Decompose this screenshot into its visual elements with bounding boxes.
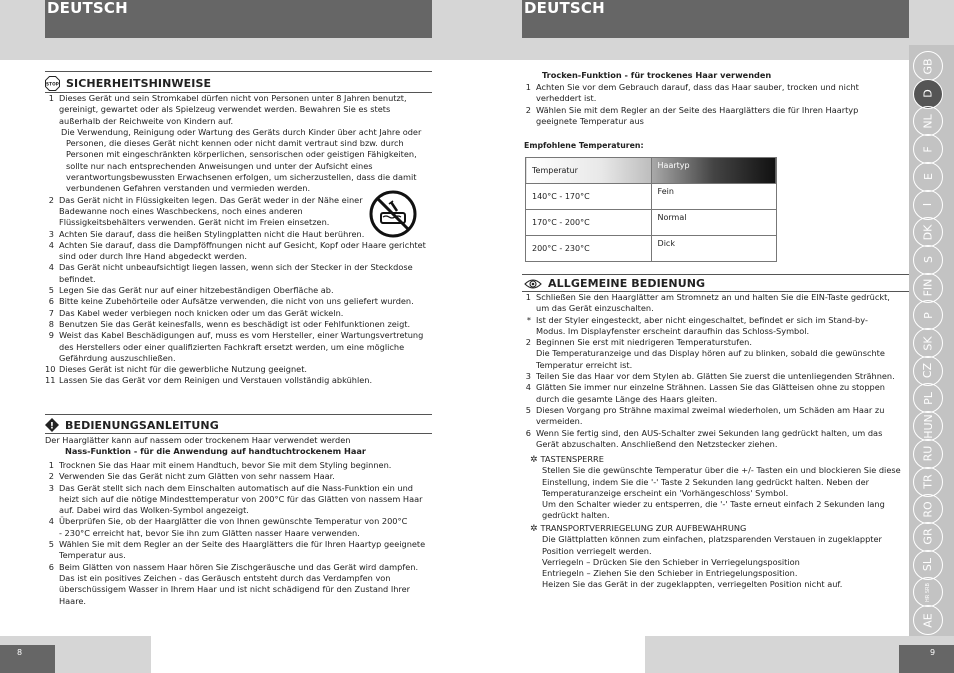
list-item-text: [536, 337, 902, 371]
list-item-number: 6: [48, 296, 54, 307]
list-item-number: *: [526, 314, 531, 325]
language-tab-hr-srb[interactable]: [913, 577, 943, 607]
list-item-text: [59, 296, 437, 307]
text-line: durch die gesamte Länge des Haars gleiten.: [536, 393, 718, 404]
gear-icon: ✲: [530, 523, 538, 534]
text-line: Diesen Vorgang pro Strähne maximal zweimal wiederholen, um Schäden am Haar zu: [536, 404, 885, 415]
language-tab-label: SK: [921, 335, 935, 351]
lock-title: TASTENSPERRE: [540, 454, 604, 464]
text-line: Ist der Styler eingesteckt, aber nicht eingeschaltet, befindet er sich im Stand-by-: [536, 314, 868, 325]
lock-text: [530, 465, 902, 521]
text-line: Gerät abzuschalten. Anschließend den Netzstecker ziehen.: [536, 438, 778, 449]
general-title: ALLGEMEINE BEDIENUNG: [548, 277, 706, 290]
language-tab-p[interactable]: [913, 300, 943, 330]
language-tab-sk[interactable]: [913, 328, 943, 358]
text-line: Benutzen Sie das Gerät keinesfalls, wenn es beschädigt ist oder Fehlfunktionen zeigt.: [59, 318, 411, 329]
list-item: [45, 296, 437, 307]
language-tab-f[interactable]: [913, 134, 943, 164]
temp-header-temperatur: Temperatur: [526, 158, 652, 184]
language-tab-ru[interactable]: [913, 439, 943, 469]
text-line: Dieses Gerät ist nicht für die gewerbliche Nutzung geeignet.: [59, 364, 308, 375]
list-item-number: 4: [525, 382, 531, 393]
list-item: [45, 262, 437, 285]
usage-intro: Der Haarglätter kann auf nassem oder trockenem Haar verwendet werden: [45, 435, 351, 445]
text-line: Wählen Sie mit dem Regler an der Seite des Haarglätters die für Ihren Haartyp: [536, 104, 859, 115]
list-item-number: 5: [48, 285, 54, 296]
language-tab-label: CZ: [921, 363, 935, 379]
language-tab-ae[interactable]: [913, 605, 943, 635]
gear-icon: ✲: [530, 454, 538, 465]
language-tab-e[interactable]: [913, 162, 943, 192]
right-page-number-box: [899, 645, 954, 673]
transport-section: [530, 523, 902, 591]
text-line: Die Verwendung, Reinigung oder Wartung des Geräts durch Kinder über acht Jahre oder: [61, 126, 422, 137]
safety-rule-top: [45, 71, 432, 72]
list-item-text: [59, 240, 437, 263]
safety-list: [45, 93, 437, 387]
language-tab-i[interactable]: [913, 190, 943, 220]
list-item: [45, 330, 437, 364]
language-tabs: [909, 45, 954, 636]
list-item-number: 5: [525, 404, 531, 415]
list-item: [45, 93, 437, 127]
text-line: Flüssigkeitsbehälters verwenden. Gerät nicht im Freien einsetzen.: [59, 217, 330, 228]
list-item-text: [536, 82, 902, 105]
list-item-number: [45, 127, 61, 195]
usage-rule-top: [45, 414, 432, 415]
hair-type: Dick: [651, 236, 776, 262]
list-item: [45, 127, 437, 195]
right-header-title: DEUTSCH: [522, 0, 909, 38]
text-line: Einstellung, indem Sie die '-' Taste 2 Sekunden lang gedrückt halten. Neben der: [542, 476, 869, 487]
text-line: befindet.: [59, 273, 96, 284]
text-line: Lassen Sie das Gerät vor dem Reinigen und Verstauen vollständig abkühlen.: [59, 375, 373, 386]
safety-title: SICHERHEITSHINWEISE: [66, 77, 212, 90]
text-line: Das Gerät stellt sich nach dem Einschalten automatisch auf die Nass-Funktion ein und: [59, 482, 413, 493]
stop-icon-label: STOP: [46, 81, 59, 87]
language-tab-label: I: [921, 202, 935, 207]
list-item: [45, 319, 437, 330]
list-item-text: [59, 375, 437, 386]
temperature-table: [525, 157, 777, 262]
list-item-number: 2: [525, 104, 531, 115]
list-item-text: [536, 382, 902, 405]
text-line: Verriegeln – Drücken Sie den Schieber in Verriegelungsposition: [542, 556, 800, 567]
left-page-number-box: [0, 645, 55, 673]
transport-text: [530, 534, 902, 590]
temperature-table-header: [526, 158, 777, 184]
language-tab-label: HR SRB: [924, 582, 931, 602]
list-item-text: [59, 93, 437, 127]
list-item-text: [59, 308, 437, 319]
text-line: Achten Sie vor dem Gebrauch darauf, dass das Haar sauber, trocken und nicht: [536, 82, 859, 92]
list-item: [522, 82, 902, 105]
list-item: [45, 516, 437, 539]
list-item: [522, 337, 902, 371]
language-tab-pl[interactable]: [913, 383, 943, 413]
language-tab-label: RO: [921, 501, 935, 518]
list-item-text: [59, 483, 437, 517]
list-item-text: [59, 330, 437, 364]
language-tab-label: E: [921, 173, 935, 181]
text-line: Temperatur erreicht ist.: [536, 359, 633, 370]
language-tab-label: D: [921, 89, 935, 98]
no-water-icon: [369, 190, 417, 238]
list-item-number: 8: [48, 318, 54, 329]
text-line: Das Gerät nicht in Flüssigkeiten legen. Das Gerät weder in der Nähe einer: [59, 194, 363, 205]
text-line: Temperatur aus.: [59, 550, 126, 561]
usage-list: [45, 460, 437, 607]
text-line: heizt sich auf die nötige Mindesttemperatur von 200°C für das Glätten von nassem Haar: [59, 493, 423, 504]
language-tab-dk[interactable]: [913, 217, 943, 247]
dry-list: [522, 82, 902, 127]
list-item-number: 4: [48, 239, 54, 250]
list-item-number: 7: [48, 307, 54, 318]
table-row: [526, 236, 777, 262]
list-item-text: [59, 516, 437, 539]
list-item-number: 6: [48, 561, 54, 572]
safety-heading: [45, 76, 432, 91]
language-tab-d[interactable]: [913, 79, 943, 109]
list-item-text: [536, 292, 902, 315]
language-tab-ro[interactable]: [913, 494, 943, 524]
text-line: Entriegeln – Ziehen Sie den Schieber in Entriegelungsposition.: [542, 568, 798, 579]
warning-icon: [45, 418, 59, 432]
text-line: geeignete Temperatur aus: [536, 115, 644, 126]
general-list: [522, 292, 902, 450]
language-tab-label: TR: [921, 474, 935, 489]
text-line: Heizen Sie das Gerät in der zugeklappten, verriegelten Position nicht auf.: [542, 579, 843, 590]
text-line: Das Gerät nicht unbeaufsichtigt liegen lassen, wenn sich der Stecker in der Steckdose: [59, 262, 413, 273]
list-item-number: 1: [48, 93, 54, 103]
list-item: [45, 308, 437, 319]
list-item-number: 3: [525, 371, 531, 382]
temp-range: 140°C - 170°C: [526, 184, 652, 210]
language-tab-label: GB: [921, 57, 935, 75]
temp-header-haartyp: Haartyp: [651, 158, 776, 184]
list-item-number: 3: [48, 482, 54, 493]
stop-icon: [45, 76, 60, 91]
list-item: [522, 105, 902, 128]
list-item: [45, 539, 437, 562]
language-tab-label: SL: [921, 558, 935, 572]
list-item-text: [536, 405, 902, 428]
text-line: Dieses Gerät und sein Stromkabel dürfen nicht von Personen unter 8 Jahren benutzt,: [59, 93, 407, 103]
text-line: Die Temperaturanzeige und das Display hören auf zu blinken, sobald die gewünschte: [536, 348, 885, 359]
text-line: Stellen Sie die gewünschte Temperatur über die +/- Tasten ein und blockieren Sie diese: [542, 465, 901, 476]
list-item-number: 1: [525, 82, 531, 92]
text-line: Bitte keine Zubehörteile oder Aufsätze verwenden, die nicht von uns geliefert wurden.: [59, 296, 414, 307]
list-item-text: [536, 315, 902, 338]
language-tab-hun[interactable]: [913, 411, 943, 441]
text-line: sollte nur nach entsprechenden Anweisungen und unter der Aufsicht eines: [66, 160, 373, 171]
table-row: [526, 210, 777, 236]
temp-range: 170°C - 200°C: [526, 210, 652, 236]
list-item-text: [59, 319, 437, 330]
text-line: sind oder durch Ihre Hand abgedeckt werden.: [59, 251, 247, 262]
list-item-number: 2: [48, 471, 54, 482]
list-item-text: [59, 364, 437, 375]
list-item-number: 2: [48, 194, 54, 205]
language-tab-label: F: [921, 145, 935, 153]
list-item-text: [59, 562, 437, 607]
text-line: Überprüfen Sie, ob der Haarglätter die von Ihnen gewünschte Temperatur von 200°C: [59, 516, 408, 527]
list-item-text: [536, 371, 902, 382]
list-item-text: [59, 539, 437, 562]
language-tab-label: HUN: [921, 413, 935, 439]
text-line: Verwenden Sie das Gerät nicht zum Glätten von sehr nassem Haar.: [59, 471, 335, 482]
list-item: [45, 562, 437, 607]
text-line: gereinigt, gewartet oder als Spielzeug verwendet werden. Bewahren Sie es stets: [59, 104, 391, 115]
list-item-text: [59, 285, 437, 296]
text-line: gedrückt halten.: [542, 510, 610, 521]
text-line: Trocknen Sie das Haar mit einem Handtuch, bevor Sie mit dem Styling beginnen.: [59, 460, 392, 470]
eye-icon: [524, 278, 542, 290]
text-line: Das Kabel weder verbiegen noch knicken oder um das Gerät wickeln.: [59, 307, 344, 318]
language-tab-label: NL: [921, 114, 935, 129]
usage-rule-bottom: [45, 433, 432, 434]
list-item: [522, 315, 902, 338]
text-line: Weist das Kabel Beschädigungen auf, muss es vom Hersteller, einer Wartungsvertretung: [59, 330, 424, 341]
left-header-title: DEUTSCH: [45, 0, 432, 38]
right-page-number: 9: [930, 648, 936, 657]
left-page-number: 8: [17, 648, 23, 657]
text-line: Achten Sie darauf, dass die heißen Stylingplatten nicht die Haut berühren.: [59, 228, 365, 239]
list-item-number: 4: [48, 516, 54, 527]
list-item-number: 10: [45, 364, 56, 375]
text-line: Wenn Sie fertig sind, den AUS-Schalter zwei Sekunden lang gedrückt halten, um das: [536, 427, 883, 438]
list-item: [522, 371, 902, 382]
list-item: [522, 428, 902, 451]
list-item: [522, 382, 902, 405]
list-item-number: 3: [48, 228, 54, 239]
list-item-number: 2: [525, 337, 531, 348]
text-line: Glätten Sie immer nur einzelne Strähnen. Lassen Sie das Glätteisen ohne zu stoppen: [536, 382, 885, 393]
language-tab-label: AE: [921, 612, 935, 628]
text-line: Schließen Sie den Haarglätter am Stromnetz an und halten Sie die EIN-Taste gedrückt,: [536, 292, 890, 302]
list-item: [45, 285, 437, 296]
language-tab-gr[interactable]: [913, 522, 943, 552]
general-rule-top: [522, 274, 909, 275]
text-line: vermeiden.: [536, 416, 583, 427]
table-row: [526, 184, 777, 210]
warning-icon-label: !: [49, 421, 55, 432]
text-line: Personen mit eingeschränkten körperlichen, sensorischen oder geistigen Fähigkeiten,: [66, 149, 417, 160]
text-line: Teilen Sie das Haar vor dem Stylen ab. Glätten Sie zuerst die untenliegenden Strähnen.: [536, 371, 895, 382]
temps-heading: Empfohlene Temperaturen:: [524, 141, 644, 150]
dry-subhead: Trocken-Funktion - für trockenes Haar verwenden: [542, 70, 772, 80]
text-line: Temperaturanzeige erscheint ein 'Vorhängeschloss' Symbol.: [542, 487, 789, 498]
language-tab-label: RU: [921, 445, 935, 462]
text-line: Das ist ein positives Zeichen - das Geräusch entsteht durch das Verdampfen von: [59, 572, 391, 583]
language-tab-label: S: [921, 256, 935, 264]
list-item: [522, 405, 902, 428]
language-tab-s[interactable]: [913, 245, 943, 275]
list-item-number: 11: [45, 375, 56, 386]
list-item: [45, 364, 437, 375]
list-item: [45, 471, 437, 482]
list-item: [45, 240, 437, 263]
text-line: Haare.: [59, 595, 87, 606]
hair-type: Normal: [651, 210, 776, 236]
text-line: Beim Glätten von nassem Haar hören Sie Zischgeräusche und das Gerät wird dampfen.: [59, 561, 419, 572]
text-line: Die Glättplatten können zum einfachen, platzsparenden Verstauen in zugeklappter: [542, 534, 882, 545]
temp-range: 200°C - 230°C: [526, 236, 652, 262]
list-item-text: [59, 262, 437, 285]
text-line: Modus. Im Displayfenster erscheint daraufhin das Schloss-Symbol.: [536, 325, 810, 336]
text-line: Personen, die dieses Gerät nicht kennen oder nicht damit vertraut sind bzw. durch: [66, 138, 404, 149]
list-item-text: [61, 127, 437, 195]
text-line: außerhalb der Reichweite von Kindern auf.: [59, 115, 234, 126]
text-line: Badewanne noch eines Waschbeckens, noch eines anderen: [59, 205, 303, 216]
text-line: Beginnen Sie erst mit niedrigeren Temperaturstufen.: [536, 337, 752, 348]
list-item: [45, 483, 437, 517]
language-tab-fin[interactable]: [913, 273, 943, 303]
list-item-number: 1: [48, 460, 54, 470]
text-line: Wählen Sie mit dem Regler an der Seite des Haarglätters die für Ihren Haartyp geeignete: [59, 539, 426, 550]
hair-type: Fein: [651, 184, 776, 210]
text-line: überschüssigem Wasser in Ihrem Haar und ist nicht schädigend für den Zustand Ihrer: [59, 584, 411, 595]
list-item-number: 9: [48, 330, 54, 341]
list-item-text: [536, 105, 902, 128]
text-line: Gefährdung auszuschließen.: [59, 352, 176, 363]
list-item: [45, 375, 437, 386]
text-line: verantwortungsbewussten Erwachsenen erfolgen, um sicherzustellen, dass die damit: [66, 172, 417, 183]
text-line: auf. Dabei wird das Wolken-Symbol angezeigt.: [59, 505, 249, 516]
general-heading: [524, 277, 909, 290]
text-line: des Herstellers oder einer qualifizierten Fachkraft ersetzt werden, um eine mögliche: [59, 341, 405, 352]
list-item: [522, 292, 902, 315]
text-line: um das Gerät einzuschalten.: [536, 303, 654, 314]
text-line: - 230°C erreicht hat, bevor Sie ihn zum Glätten nasser Haare verwenden.: [59, 527, 360, 538]
text-line: verbundenen Gefahren verstanden und vermieden werden.: [66, 183, 311, 194]
text-line: verheddert ist.: [536, 93, 597, 104]
language-tab-label: FIN: [921, 278, 935, 297]
language-tab-nl[interactable]: [913, 106, 943, 136]
language-tab-cz[interactable]: [913, 356, 943, 386]
usage-heading: [45, 418, 432, 432]
language-tab-tr[interactable]: [913, 467, 943, 497]
text-line: Position verriegelt werden.: [542, 545, 652, 556]
language-tab-label: P: [921, 311, 935, 319]
language-tab-gb[interactable]: [913, 51, 943, 81]
list-item-text: [536, 428, 902, 451]
list-item-text: [59, 471, 437, 482]
text-line: Legen Sie das Gerät nur auf einer hitzebeständigen Oberfläche ab.: [59, 285, 334, 296]
list-item-number: 1: [525, 292, 531, 302]
usage-title: BEDIENUNGSANLEITUNG: [65, 418, 219, 432]
language-tab-label: DK: [921, 224, 935, 241]
list-item-number: 5: [48, 539, 54, 550]
usage-subhead: Nass-Funktion - für die Anwendung auf handtuchtrockenem Haar: [65, 446, 366, 456]
list-item: [45, 460, 437, 471]
language-tab-label: GR: [921, 528, 935, 545]
language-tab-label: PL: [921, 392, 935, 405]
language-tab-sl[interactable]: [913, 550, 943, 580]
list-item-number: 4: [48, 262, 54, 273]
list-item-number: 6: [525, 427, 531, 438]
transport-title: TRANSPORTVERRIEGELUNG ZUR AUFBEWAHRUNG: [540, 523, 747, 533]
text-line: Achten Sie darauf, dass die Dampföffnungen nicht auf Gesicht, Kopf oder Haare gerichtet: [59, 239, 426, 250]
list-item-text: [59, 460, 437, 471]
lock-section: [530, 454, 902, 522]
text-line: Um den Schalter wieder zu entsperren, die '-' Taste erneut einfach 2 Sekunden lang: [542, 499, 885, 510]
